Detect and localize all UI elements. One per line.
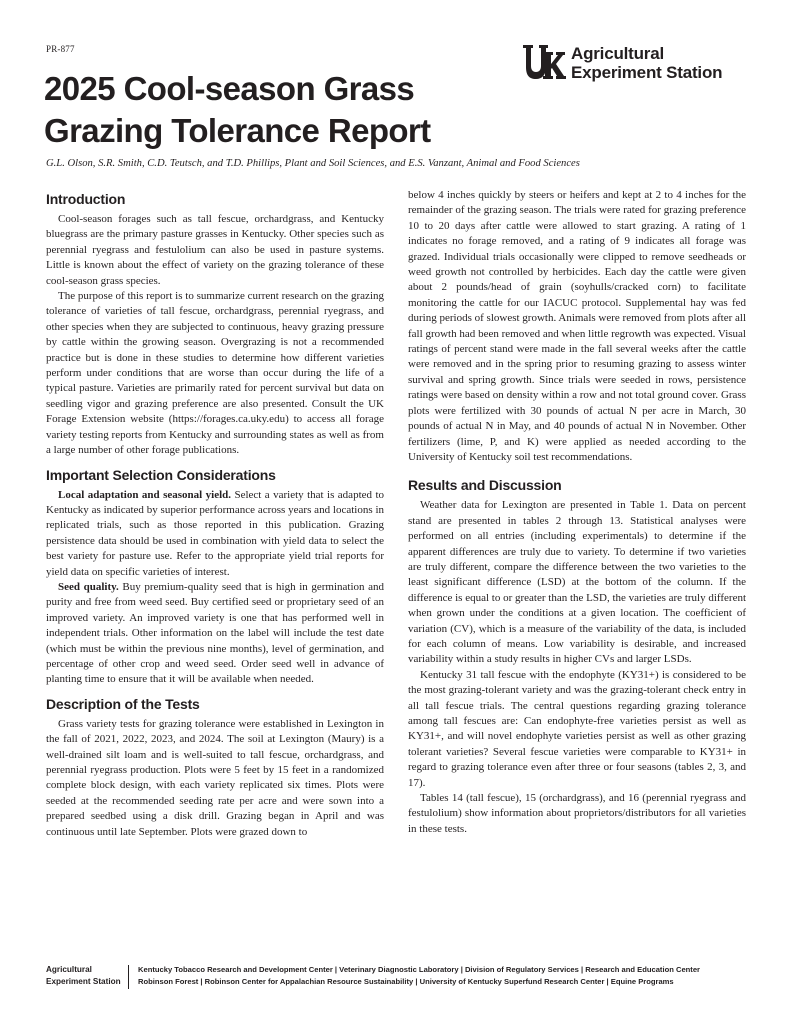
selection-text-1: Select a variety that is adapted to Kentucky as indicated by superior performance across years and locations in replicated trials, such as those reported in this publication. Grazing persistence data should be used in combination with yield data to select the best variety for pasture use. Refer to the appropriate yield trial reports for yield data on specific varieties of interest.	[46, 488, 385, 578]
uk-logo-icon	[522, 44, 566, 82]
footer-divider	[128, 965, 129, 989]
results-paragraph-2: Kentucky 31 tall fescue with the endophyte (KY31+) is considered to be the most grazing-tolerant variety and was the grazing-tolerant check entry in all tall fescue trials. The central questions regarding grazing tolerance among tall fescues are: Can endophyte-free varieties persist as well as KY31+, and will novel endophyte varieties persist as well as other grazing tolerant varieties? Several fescue varieties were comparable to KY31+ in regard to grazing tolerance even after three or four seasons (tables 2, 3, and 17).	[408, 668, 746, 789]
selection-text-2: Buy premium-quality seed that is high in germination and purity and free from weed seed. Buy certified seed or proprietary seed of an improved variety. An improved variety is one that has performed well in independent trials. Other information on the label will include the test date (which must be within the previous nine months), level of germination, and percentage of other crop and weed seed. Order seed well in advance of planting time to ensure that it will be available when needed.	[46, 580, 385, 686]
footer-programs-line-2: Robinson Forest | Robinson Center for Appalachian Resource Sustainability | University of Kentucky Superfund Research Center | Equine Programs	[138, 977, 674, 986]
selection-lead-2: Seed quality.	[58, 580, 119, 593]
intro-paragraph-1: Cool-season forages such as tall fescue, orchardgrass, and Kentucky bluegrass are the primary pasture grasses in Kentucky. Other species such as perennial ryegrass and festulolium can also be used in pasture systems. Little is known about the effect of variety on the grazing tolerance of these cool-season grass species.	[46, 213, 384, 287]
footer-brand	[46, 964, 128, 989]
logo-line-2: Experiment Station	[571, 63, 723, 82]
footer-programs-line-1: Kentucky Tobacco Research and Development Center | Veterinary Diagnostic Laboratory | Division of Regulatory Services | Research and Education Center	[138, 965, 701, 974]
heading-selection-considerations: Important Selection Considerations	[46, 466, 276, 483]
intro-paragraph-2: The purpose of this report is to summarize current research on the grazing tolerance of varieties of tall fescue, orchardgrass, perennial ryegrass, and other species when they are subjected to continuous, heavy grazing pressure by cattle within the growing season. Overgrazing is not a recommended practice but is done in these studies to determine how different varieties perform under conditions that are worse than occur during the life of a typical pasture. Varieties are primarily rated for percent survival but data on seedling vigor and grazing preference are also presented. Consult the UK Forage Extension website (https://forages.ca.uky.edu) to access all forage variety testing reports from Kentucky and surrounding states as well as from a large number of other forage publications.	[46, 290, 384, 457]
authors-line: G.L. Olson, S.R. Smith, C.D. Teutsch, and T.D. Phillips, Plant and Soil Sciences, and E.S. Vanzant, Animal and Food Sciences	[46, 158, 580, 169]
heading-description-of-tests: Description of the Tests	[46, 695, 200, 712]
description-continued: below 4 inches quickly by steers or heifers and kept at 2 to 4 inches for the remainder of the grazing season. The trials were rated for grazing preference 10 to 20 days after cattle were allowed to start grazing. A rating of 1 indicates no forage removed, and a rating of 9 indicates all forage was grazed. Individual trials occasionally were clipped to remove seedheads or weed growth not controlled by herbicides. Each day the cattle were given about 2 pounds/head of grain (soyhulls/cracked corn) to facilitate monitoring the cattle for our IACUC protocol. Supplemental hay was fed during periods of slowest growth. Animals were removed from plots after all fall growth had been removed and when little regrowth was expected. Visual ratings of percent stand were made in the fall several weeks after the cattle were removed and in the spring prior to resuming grazing to assess winter survival and spring growth. Since trials were seeded in rows, persistence ratings were based on density within a row and not total ground cover. Grass plots were fertilized with 30 pounds of actual N per acre in March, 30 pounds of actual N in May, and 40 pounds of actual N in November. Other fertilizers (lime, P, and K) were applied as needed according to the University of Kentucky soil test recommendations.	[408, 189, 746, 463]
results-paragraph-3: Tables 14 (tall fescue), 15 (orchardgrass), and 16 (perennial ryegrass and festulolium) show information about proprietors/distributors for all varieties in these tests.	[408, 792, 746, 835]
selection-paragraph-2	[46, 580, 384, 688]
footer	[46, 964, 746, 989]
logo-line-1: Agricultural	[571, 44, 665, 63]
footer-brand-line-1: Agricultural	[46, 965, 92, 974]
heading-results-discussion: Results and Discussion	[408, 477, 562, 494]
uk-aes-logo	[522, 44, 722, 82]
heading-introduction: Introduction	[46, 191, 126, 207]
description-paragraph-1: Grass variety tests for grazing tolerance were established in Lexington in the fall of 2021, 2022, 2023, and 2024. The soil at Lexington (Maury) is a well-drained silt loam and is well-suited to tall fescue, orchardgrass, and perennial ryegrass production. Plots were 5 feet by 15 feet in a randomized complete block design, with each variety replicated six times. Plots were seeded at the recommended seeding rate per acre and were sown into a prepared seedbed using a disk drill. Grazing began in April and was continuous until late September. Plots were grazed down to	[46, 717, 384, 838]
footer-brand-line-2: Experiment Station	[46, 977, 121, 986]
results-paragraph-1: Weather data for Lexington are presented in Table 1. Data on percent stand are presented in tables 2 through 13. Statistical analyses were performed on all entries (including experimentals) to determine if the apparent differences are truly due to variety. To determine if two varieties are truly different, compare the difference between the two varieties to the least significant difference (LSD) at the bottom of the column. If the difference is equal to or greater than the LSD, the varieties are truly different when grown under the conditions at a given location. The coefficient of variation (CV), which is a measure of the variability of the data, is included for each column of means. Low variability is desirable, and increased variability within a study results in higher CVs and larger LSDs.	[408, 499, 747, 666]
page-title	[44, 68, 431, 152]
footer-programs	[138, 964, 746, 989]
selection-paragraph-1	[46, 488, 384, 580]
left-column	[46, 189, 384, 840]
selection-lead-1: Local adaptation and seasonal yield.	[58, 488, 231, 501]
report-number: PR-877	[46, 44, 75, 54]
logo-wordmark	[571, 44, 722, 82]
title-line-1: 2025 Cool-season Grass	[44, 70, 415, 107]
right-column	[408, 188, 746, 837]
title-line-2: Grazing Tolerance Report	[44, 112, 431, 149]
